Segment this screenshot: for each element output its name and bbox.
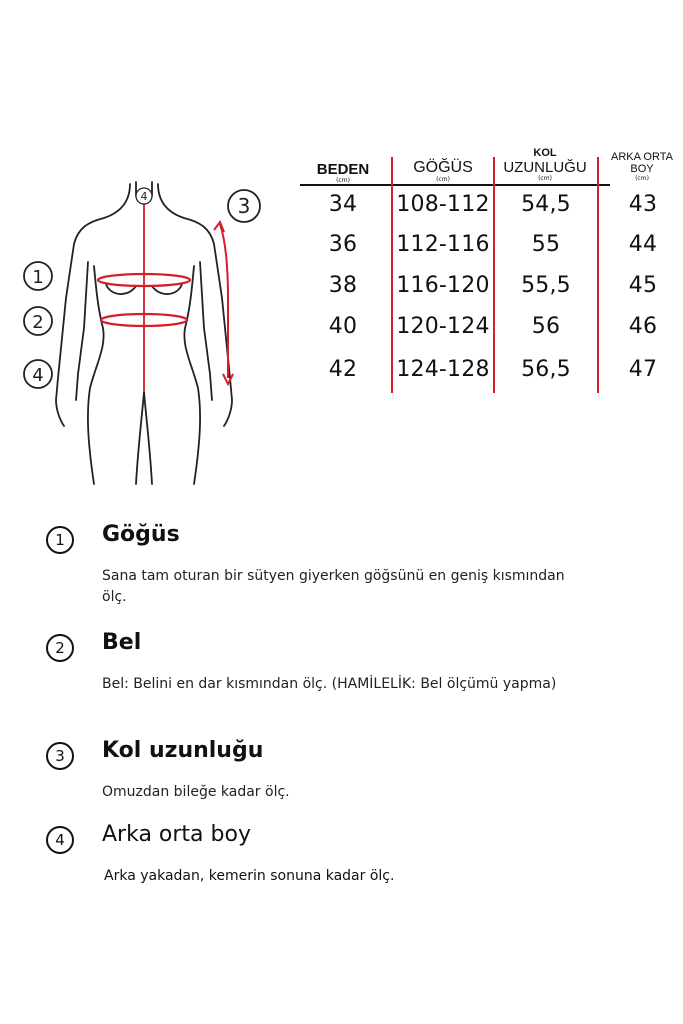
body-measurement-figure [18, 178, 278, 498]
legend-description: Omuzdan bileğe kadar ölç. [102, 784, 290, 800]
neck-label: 4 [140, 190, 148, 203]
cell-kol: 54,5 [521, 192, 571, 217]
cell-kol: 56 [531, 314, 561, 339]
legend-number-icon: 3 [46, 742, 74, 770]
cell-kol: 56,5 [521, 357, 571, 382]
legend-title: Göğüs [102, 522, 180, 547]
cell-gogus: 120-124 [396, 314, 490, 339]
cell-gogus: 108-112 [396, 192, 490, 217]
table-row [300, 314, 670, 350]
cell-arka: 45 [628, 273, 658, 298]
figure-label-1: 1 [32, 267, 44, 288]
legend-title: Kol uzunluğu [102, 738, 264, 763]
legend-title: Bel [102, 630, 142, 655]
header-gogus-label: GÖĞÜS [413, 159, 473, 176]
header-gogus-unit: (cm) [436, 176, 450, 183]
table-row [300, 192, 670, 228]
table-row [300, 232, 670, 268]
cell-kol: 55 [531, 232, 561, 257]
cell-gogus: 124-128 [396, 357, 490, 382]
cell-gogus: 116-120 [396, 273, 490, 298]
figure-label-4: 4 [32, 365, 44, 386]
header-kol-label: UZUNLUĞU [503, 158, 587, 176]
header-beden-label: BEDEN [316, 161, 370, 178]
figure-label-3: 3 [237, 194, 251, 218]
cell-arka: 46 [628, 314, 658, 339]
legend-title: Arka orta boy [102, 822, 251, 847]
header-kol-top: KOL [533, 147, 557, 159]
table-row [300, 357, 670, 393]
header-arka-unit: (cm) [635, 175, 649, 183]
header-divider [300, 184, 610, 186]
legend-number-icon: 2 [46, 634, 74, 662]
table-row [300, 273, 670, 309]
legend-number-icon: 4 [46, 826, 74, 854]
header-kol-unit: (cm) [538, 174, 552, 182]
legend-description: Bel: Belini en dar kısmından ölç. (HAMİLELİK: Bel ölçümü yapma) [102, 676, 557, 692]
cell-beden: 34 [328, 192, 358, 217]
header-beden [306, 162, 380, 184]
cell-arka: 43 [628, 192, 658, 217]
legend-description: Arka yakadan, kemerin sonuna kadar ölç. [104, 868, 395, 884]
body-outline-illustration [18, 178, 278, 498]
header-beden-unit: (cm) [336, 177, 350, 184]
legend-number-icon: 1 [46, 526, 74, 554]
cell-beden: 42 [328, 357, 358, 382]
figure-label-2: 2 [32, 312, 44, 333]
cell-arka: 44 [628, 232, 658, 257]
header-gogus [400, 160, 486, 183]
header-kol [502, 148, 588, 182]
legend-description: Sana tam oturan bir sütyen giyerken göğsünü en geniş kısmından ölç. [102, 568, 565, 605]
cell-beden: 36 [328, 232, 358, 257]
header-arka [604, 151, 680, 182]
cell-gogus: 112-116 [396, 232, 490, 257]
cell-kol: 55,5 [521, 273, 571, 298]
cell-arka: 47 [628, 357, 658, 382]
header-arka-label: ARKA ORTA BOY [611, 151, 673, 176]
cell-beden: 40 [328, 314, 358, 339]
cell-beden: 38 [328, 273, 358, 298]
